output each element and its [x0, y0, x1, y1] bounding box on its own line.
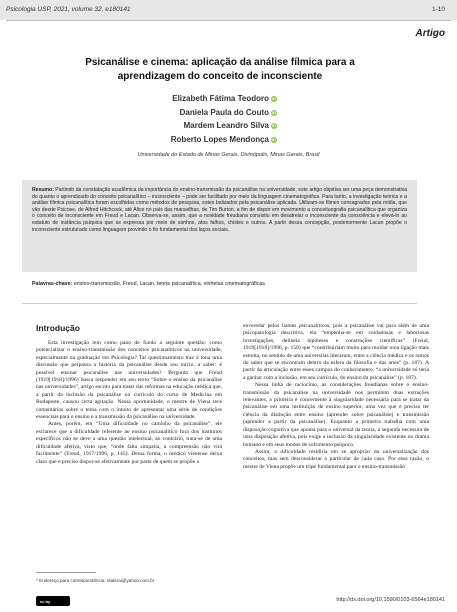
doi-link[interactable]: http://dx.doi.org/10.1590/0103-6564e180141 [336, 597, 445, 603]
author-3 [184, 121, 277, 130]
footnote: * Endereço para correspondência: elaktrai@yahoo.com.br [36, 578, 155, 583]
journal-citation: Psicologia USP, 2021, volume 32, e180141 [6, 6, 131, 13]
author-1 [172, 94, 277, 103]
license-badge-text: cc by [40, 599, 51, 604]
abstract-label: Resumo: [32, 187, 54, 193]
orcid-icon[interactable]: iD [272, 109, 276, 115]
orcid-icon[interactable]: iD [272, 136, 276, 142]
author-name: Daniela Paula do Couto [179, 108, 269, 117]
creative-commons-license-badge[interactable] [36, 596, 70, 606]
paragraph: Assim, a dificuldade residiria em se apropriar da universalização dos conceitos, mas sem desconsiderar o particular de cada caso. Por essa razão, o mestre de Viena propõe um tripé fundamental para o ensino-transmissão [243, 448, 429, 470]
keywords-text: ensino-transmissão, Freud, Lacan, teoria psicanalítica, vinhetas cinematográficas. [73, 281, 267, 287]
paragraph: Nessa linha de raciocínio, as considerações freudianas sobre o ensino-transmissão da psicanálise na universidade nos permitem duas extrações relevantes, a primeira é concernente à singularidade necessária para se tratar da psicanálise em uma instituição de ensino superior, uma vez que é preciso ter ciência da distinção entre ensino (aprender sobre psicanálise) e transmissão (aprender a partir da psicanálise). Enquanto a primeira trabalha com uma disposição cognitiva que aponta para o universal da teoria, a segunda necessita de uma disposição afetiva, pois exige a inclusão da singularidade existente no drama humano e em seus modos de sofrimento psíquico. [243, 382, 429, 448]
body-column-right [243, 323, 429, 471]
abstract-text: Partindo da constatação acadêmica da importância do ensino-transmissão da psicanálise na universidade, este artigo objetiva ser uma peça demonstrativa do quanto o aprendizado do conceito psicanalítico – inconsciente – pode ser facilitado por meio da linguagem cinematográfica. Para tanto, a investigação teórica e a análise fílmica psicanalítica foram escolhidas como métodos de pesquisa, estes balizados pela psicanálise aplicada. Utilizam-se filmes consagrados pela mídia, que vão desde Psicose, de Alfred Hitchcock, até Alice no país das maravilhas, de Tim Burton, a fim de dispor em movimento a conceituografia psicanalítica que organiza o conceito de inconsciente em Freud e Lacan. Observa-se, assim, que a novidade freudiana consistiu em desatrelar o inconsciente da consciência e elevá-lo ao estatuto de instância psíquica que se expressa por meio de sonhos, atos falhos, chistes e outros. A partir dessa concepção, posteriormente Lacan propõe o inconsciente estruturado como linguagem provindo o fio fundamental dos laços sociais. [32, 187, 407, 233]
article-title: Psicanálise e cinema: aplicação da análise fílmica para a aprendizagem do conceito de inconsciente [85, 57, 355, 82]
affiliation: Universidade do Estado de Minas Gerais, Divinópolis, Minas Gerais, Brasil [137, 152, 320, 158]
section-type: Artigo [415, 28, 445, 39]
orcid-icon[interactable]: iD [272, 122, 276, 128]
section-heading: Introdução [36, 323, 80, 333]
body-column-left [36, 340, 222, 466]
page-range: 1-10 [431, 6, 445, 13]
paragraph: Antes, porém, em “Uma dificuldade no caminho da psicanálise”, ele esclarece que a dificuldade referente ao ensino psicanalítico fora dos institutos específicos não se deve a uma questão intelectual, ao contrário, trata-se de uma dificuldade afetiva, visto que, “onde falta simpatia, a compreensão não virá facilmente” (Freud, 1917/1996, p. 145). Dessa forma, o médico vienense deixa claro que é preciso dispor-se afetivamente por parte de quem se propõe a [36, 421, 222, 465]
header-rule [6, 20, 451, 21]
author-2 [180, 108, 277, 117]
author-name: Mardem Leandro Silva [183, 121, 269, 130]
keywords-label: Palavras-chave: [32, 281, 73, 287]
author-name: Roberto Lopes Mendonça [170, 135, 269, 144]
author-name: Elizabeth Fátima Teodoro [172, 94, 269, 103]
footnote-rule [36, 572, 96, 573]
abstract-box [22, 180, 417, 272]
paragraph: Esta investigação tem como pano de fundo a seguinte questão: como potencializar o ensino-transmissão dos conceitos psicanalíticos na universidade, especialmente na graduação em Psicologia? Tal questionamento traz à tona uma discussão que perpassa a história da psicanálise desde seu início, a saber: é possível ensinar psicanálise nas universidades? Pergunta que Freud (1919[1918]/1996) busca responder em seu texto “Sobre o ensino da psicanálise nas universidades”, artigo escrito para tratar das reformas na educação médica que, a partir da inclusão da psicanálise no currículo do curso de Medicina em Budapeste, causou certa agitação. Nessa oportunidade, o mestre de Viena tece comentários sobre o tema com o intuito de apresentar uma série de condições essenciais para o ensino e a transmissão da psicanálise na universidade. [36, 340, 222, 421]
orcid-icon[interactable]: iD [272, 95, 276, 101]
keywords [32, 281, 417, 287]
paragraph: enveredar pelos liames psicanalíticos, pois a psicanálise vai para além de uma psicopatologia descritiva, ela “empenha-se em cuidadosas e laboriosas investigações, delineia hipóteses e construções científicas” (Freud, 1919[1918]/1996, p. 150) que “contribuiriam muito para moldar uma ligação mais estreita, no sentido de uma universitas literarum, entre a ciência médica e os ramos do saber que se encontram dentro da esfera da filosofia e das artes” (p. 187). A partir da articulação entre esses campos do conhecimento, “a universidade só teria a ganhar com a inclusão, em seu currículo, do ensino da psicanálise” (p. 187). [243, 323, 429, 381]
divider [22, 303, 417, 304]
author-4 [171, 135, 277, 144]
